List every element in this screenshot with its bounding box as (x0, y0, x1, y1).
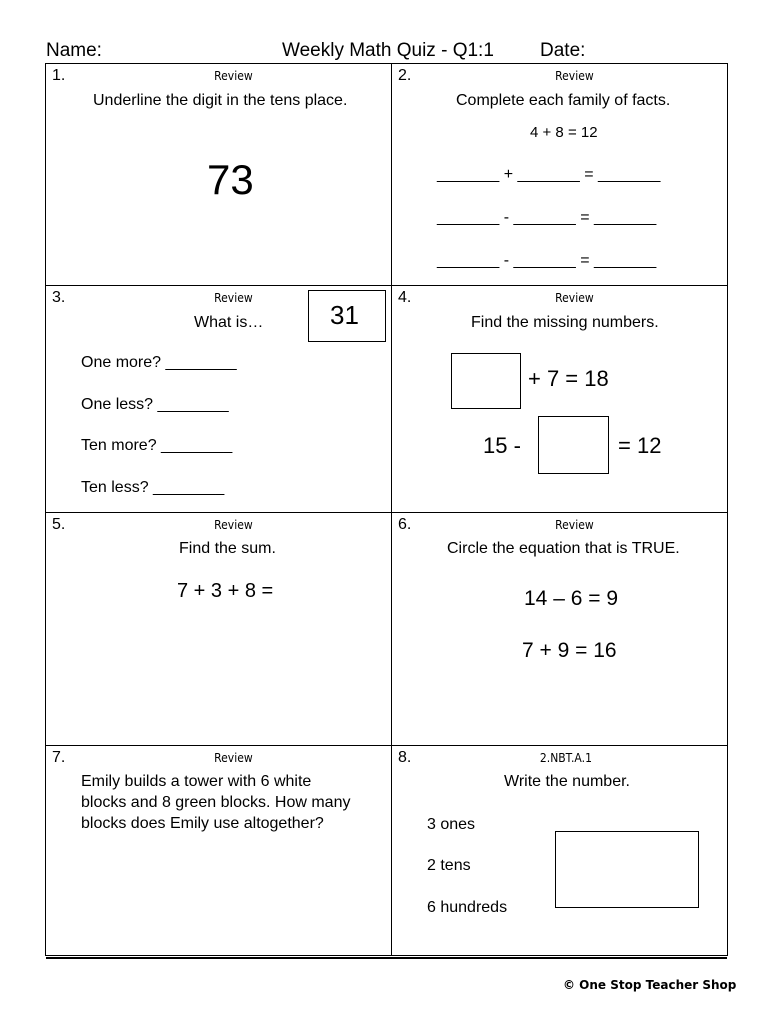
quiz-title: Weekly Math Quiz - Q1:1 (282, 40, 494, 61)
standard-label: Review (214, 751, 253, 765)
problem-number: 7. (52, 749, 66, 766)
problem-3 (46, 286, 392, 513)
standard-label: Review (555, 518, 594, 532)
problem-number: 8. (398, 749, 412, 766)
equation-option: 14 – 6 = 9 (524, 587, 618, 610)
problem-2 (392, 64, 728, 286)
name-label: Name: (46, 40, 102, 61)
word-problem-line: blocks does Emily use altogether? (81, 815, 324, 832)
problem-6 (392, 513, 728, 746)
copyright-footer: © One Stop Teacher Shop (563, 978, 737, 992)
place-value-item: 6 hundreds (427, 899, 508, 916)
problem-5 (46, 513, 392, 746)
problem-number: 5. (52, 516, 66, 533)
question-line: One more? ________ (81, 354, 237, 371)
problem-prompt: Find the sum. (179, 540, 276, 557)
fact-blank-line: _______ + _______ = _______ (437, 166, 661, 183)
equation-option: 7 + 9 = 16 (522, 639, 617, 662)
date-label: Date: (540, 40, 586, 61)
equation-part: + 7 = 18 (528, 366, 609, 391)
fact-blank-line: _______ - _______ = _______ (437, 252, 657, 269)
answer-box (538, 416, 609, 474)
answer-box (451, 353, 521, 409)
quiz-header (46, 38, 728, 64)
standard-label: Review (214, 291, 253, 305)
word-problem-line: blocks and 8 green blocks. How many (81, 794, 351, 811)
question-line: One less? ________ (81, 396, 229, 413)
problem-1 (46, 64, 392, 286)
problem-grid (45, 63, 728, 956)
boxed-number: 31 (330, 300, 359, 330)
number-value: 73 (207, 156, 254, 203)
standard-label: Review (555, 291, 594, 305)
problem-8 (392, 746, 728, 955)
problem-number: 6. (398, 516, 412, 533)
problem-prompt: Write the number. (504, 773, 630, 790)
problem-number: 4. (398, 289, 412, 306)
standard-label: Review (555, 69, 594, 83)
standard-label: Review (214, 518, 253, 532)
equation-part: = 12 (618, 433, 662, 458)
place-value-item: 3 ones (427, 816, 476, 833)
standard-label: 2.NBT.A.1 (539, 751, 592, 765)
problem-4 (392, 286, 728, 513)
answer-box (555, 831, 699, 908)
word-problem-line: Emily builds a tower with 6 white (81, 773, 312, 790)
problem-prompt: Circle the equation that is TRUE. (447, 540, 680, 557)
problem-prompt: Complete each family of facts. (456, 92, 671, 109)
problem-number: 3. (52, 289, 66, 306)
standard-label: Review (214, 69, 253, 83)
problem-7 (46, 746, 392, 955)
problem-prompt: Find the missing numbers. (471, 314, 659, 331)
problem-prompt: Underline the digit in the tens place. (93, 92, 348, 109)
problem-number: 1. (52, 67, 66, 84)
place-value-item: 2 tens (427, 857, 471, 874)
fact-blank-line: _______ - _______ = _______ (437, 209, 657, 226)
question-line: Ten more? ________ (81, 437, 233, 454)
sum-expression: 7 + 3 + 8 = (177, 580, 274, 602)
number-box (308, 290, 386, 342)
problem-number: 2. (398, 67, 412, 84)
problem-prompt: What is… (194, 314, 264, 331)
given-fact: 4 + 8 = 12 (530, 124, 598, 141)
equation-part: 15 - (483, 433, 521, 458)
question-line: Ten less? ________ (81, 479, 225, 496)
